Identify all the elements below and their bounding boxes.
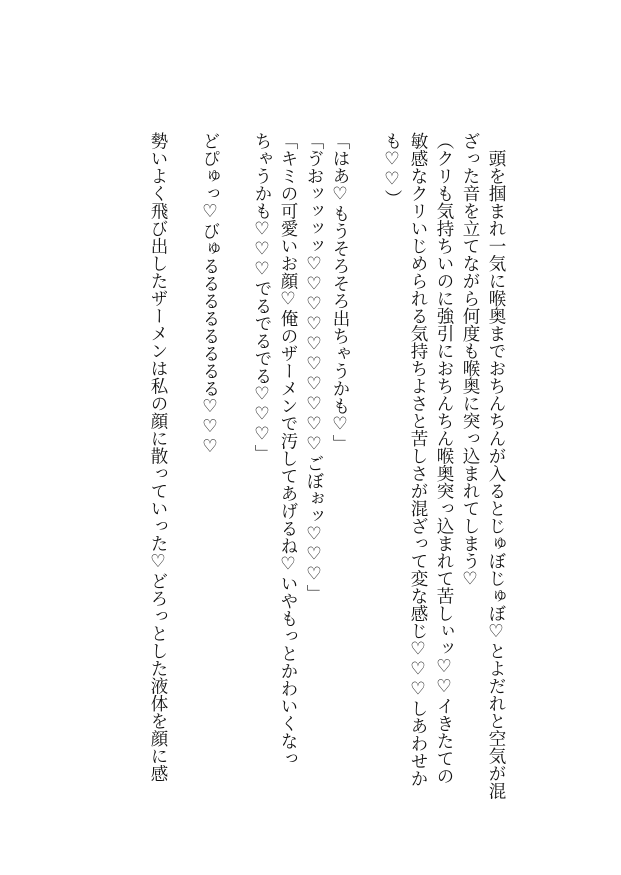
- blank-line: [171, 132, 197, 772]
- vertical-text-body: [145, 132, 509, 800]
- dialogue-line: 「はあ♡もうそろそろ出ちゃうかも♡」: [330, 132, 350, 452]
- blank-line: [353, 132, 379, 772]
- text-line: （クリも気持ちいのに強引におちんちん喉奥突っ込まれて苦しぃッ♡♡イきたての: [434, 132, 454, 785]
- text-line: も♡♡）: [382, 132, 402, 207]
- blank-line: [223, 132, 249, 772]
- dialogue-line: 「キミの可愛いお顔♡俺のザーメンで汚してあげるね♡いやもっとかわいくなっ: [278, 132, 298, 767]
- sound-effect-line: どぴゅっ♡びゅるるるるるるるる♡♡♡: [200, 132, 220, 457]
- dialogue-line: 「ゔおッッッッ♡♡♡♡♡♡♡♡♡♡ごぼぉッ♡♡♡」: [304, 132, 324, 602]
- dialogue-line: ちゃうかも♡♡♡でるでるでる♡♡♡」: [252, 132, 272, 462]
- text-line: 頭を掴まれ一気に喉奥までおちんちんが入るとじゅぼじゅぼ♡とよだれと空気が混: [486, 132, 506, 800]
- text-line: ざった音を立てながら何度も喉奥に突っ込まれてしまう♡: [460, 132, 480, 590]
- text-line: 敏感なクリいじめられる気持ちよさと苦しさが混ざって変な感じ♡♡♡しあわせか: [408, 132, 428, 787]
- text-line: 勢いよく飛び出したザーメンは私の顔に散っていった♡どろっとした液体を顔に感: [148, 132, 168, 782]
